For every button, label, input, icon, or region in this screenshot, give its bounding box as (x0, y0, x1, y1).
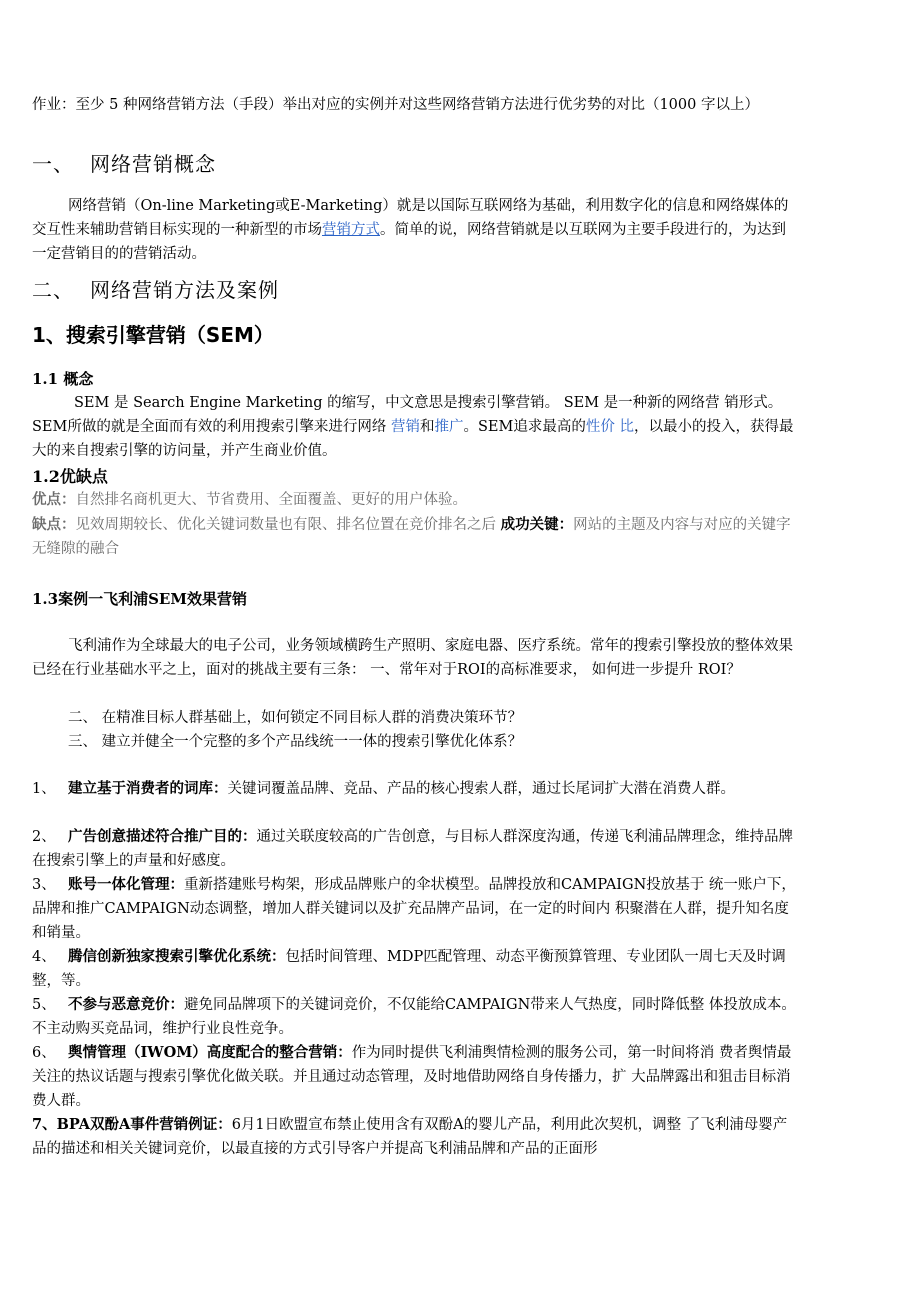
section-number: 一、 (32, 152, 74, 176)
item-text: 包括时间管理、MDP匹配管理、动态平衡预算管理、专业团队一周七天及时调整，等。 (32, 949, 786, 989)
item-label: 广告创意描述符合推广目的： (68, 828, 257, 845)
pros-line (32, 488, 800, 512)
case-intro: 飞利浦作为全球最大的电子公司，业务领域横跨生产照明、家庭电器、医疗系统。常年的搜索引擎投放的整体效果已经在行业基础水平之上，面对的挑战主要有三条： 一、常年对于ROI的高标准要求， 如何进一步提升 ROI？ (32, 638, 793, 678)
concept-text-end: 。简单的说，网络营销就是以互联网为主要手段进行的，为达到一定营销目的的营销活动。 (32, 222, 786, 262)
item-text: 避免同品牌项下的关键词竞价，不仅能给CAMPAIGN带来人气热度，同时降低整 体投放成本。不主动购买竞品词，维护行业良性竞争。 (32, 997, 796, 1037)
item-label: 建立基于消费者的词库： (68, 780, 228, 797)
list-item (32, 777, 800, 801)
item-number: 5、 (32, 997, 56, 1013)
assignment-text: 作业：至少 5 种网络营销方法（手段）举出对应的实例并对这些网络营销方法进行优劣势的对比（1000 字以上） (32, 97, 759, 113)
concept-paragraph (32, 194, 800, 266)
list-item (32, 993, 800, 1041)
item-label: 7、BPA双酚A事件营销例证： (32, 1116, 232, 1133)
key-text: 网站的主题及内容与对应的关键字无缝隙的融合 (32, 517, 791, 557)
challenge-two: 二、 在精准目标人群基础上，如何锁定不同目标人群的消费决策环节？ (68, 710, 523, 726)
item-number: 2、 (32, 829, 56, 845)
item-number: 3、 (32, 877, 56, 893)
list-item (32, 873, 800, 945)
pros-text: 自然排名商机更大、节省费用、全面覆盖、更好的用户体验。 (75, 492, 467, 508)
concept-subheading: 1.1 概念 (32, 370, 94, 388)
and-text: 和 (419, 419, 435, 435)
cons-label: 缺点： (32, 516, 76, 533)
section-number: 二、 (32, 278, 74, 302)
section-heading-concept (32, 148, 216, 177)
marketing-method-link[interactable]: 营销方式 (322, 222, 380, 238)
item-label: 账号一体化管理： (68, 876, 184, 893)
item-text: 通过关联度较高的广告创意，与目标人群深度沟通，传递飞利浦品牌理念，维持品牌在搜索引擎上的声量和好感度。 (32, 829, 793, 869)
sem-concept-text-3: ，以最小的投入，获得最大的来自搜索引擎的访问量，并产生商业价值。 (32, 419, 794, 459)
cons-text: 见效周期较长、优化关键词数量也有限、排名位置在竞价排名之后 (75, 517, 501, 533)
pros-cons-subheading: 1.2优缺点 (32, 467, 108, 486)
sem-heading: 1、搜索引擎营销（SEM） (32, 323, 274, 347)
item-number: 6、 (32, 1045, 56, 1061)
section-heading-methods (32, 274, 279, 303)
list-item-bpa (32, 1113, 800, 1161)
sem-concept-text: SEM 是 Search Engine Marketing 的缩写，中文意思是搜索引擎营销。 SEM 是一种新的网络营 销形式。SEM所做的就是全面而有效的利用搜索引擎来进行网络 (32, 395, 783, 435)
key-label: 成功关键： (500, 516, 574, 533)
concept-text: 网络营销（On-line Marketing或E-Marketing）就是以国际互联网络为基础，利用数字化的信息和网络媒体的交互性来辅助营销目标实现的一种新型的市场 (32, 198, 789, 238)
item-label: 不参与恶意竞价： (68, 996, 184, 1013)
case-subheading: 1.3案例一飞利浦SEM效果营销 (32, 590, 247, 608)
cost-performance-term: 性价 比 (585, 419, 634, 435)
item-label: 舆情管理（IWOM）高度配合的整合营销： (68, 1044, 352, 1061)
list-item (32, 825, 800, 873)
item-label: 腾信创新独家搜索引擎优化系统： (68, 948, 286, 965)
section-title: 网络营销方法及案例 (90, 278, 279, 302)
pros-label: 优点： (32, 491, 76, 508)
challenge-three: 三、 建立并健全一个完整的多个产品线统一一体的搜索引擎优化体系？ (68, 734, 523, 750)
list-item (32, 1041, 800, 1113)
section-title: 网络营销概念 (90, 152, 216, 176)
list-item (32, 945, 800, 993)
item-text: 作为同时提供飞利浦舆情检测的服务公司，第一时间将消 费者舆情最关注的热议话题与搜索引擎优化做关联。并且通过动态管理，及时地借助网络自身传播力，扩 大品牌露出和狙击目标消费人群。 (32, 1045, 792, 1109)
item-text: 关键词覆盖品牌、竞品、产品的核心搜索人群，通过长尾词扩大潜在消费人群。 (227, 781, 735, 797)
sem-concept-paragraph (32, 391, 800, 463)
cons-line (32, 513, 800, 561)
item-number: 4、 (32, 949, 56, 965)
promotion-term: 推广 (434, 419, 464, 435)
sem-concept-text-2: 。SEM追求最高的 (463, 419, 586, 435)
item-text: 6月1日欧盟宣布禁止使用含有双酚A的婴儿产品，利用此次契机，调整 了飞利浦母婴产品的描述和相关关键词竞价，以最直接的方式引导客户并提高飞利浦品牌和产品的正面形 (32, 1117, 788, 1157)
item-text: 重新搭建账号构架，形成品牌账户的伞状模型。品牌投放和CAMPAIGN投放基于 统一账户下，品牌和推广CAMPAIGN动态调整，增加人群关键词以及扩充品牌产品词，在一定的时间内 积聚潜在人群，提升知名度和销量。 (32, 877, 796, 941)
marketing-term: 营销 (390, 419, 420, 435)
item-number: 1、 (32, 781, 56, 797)
